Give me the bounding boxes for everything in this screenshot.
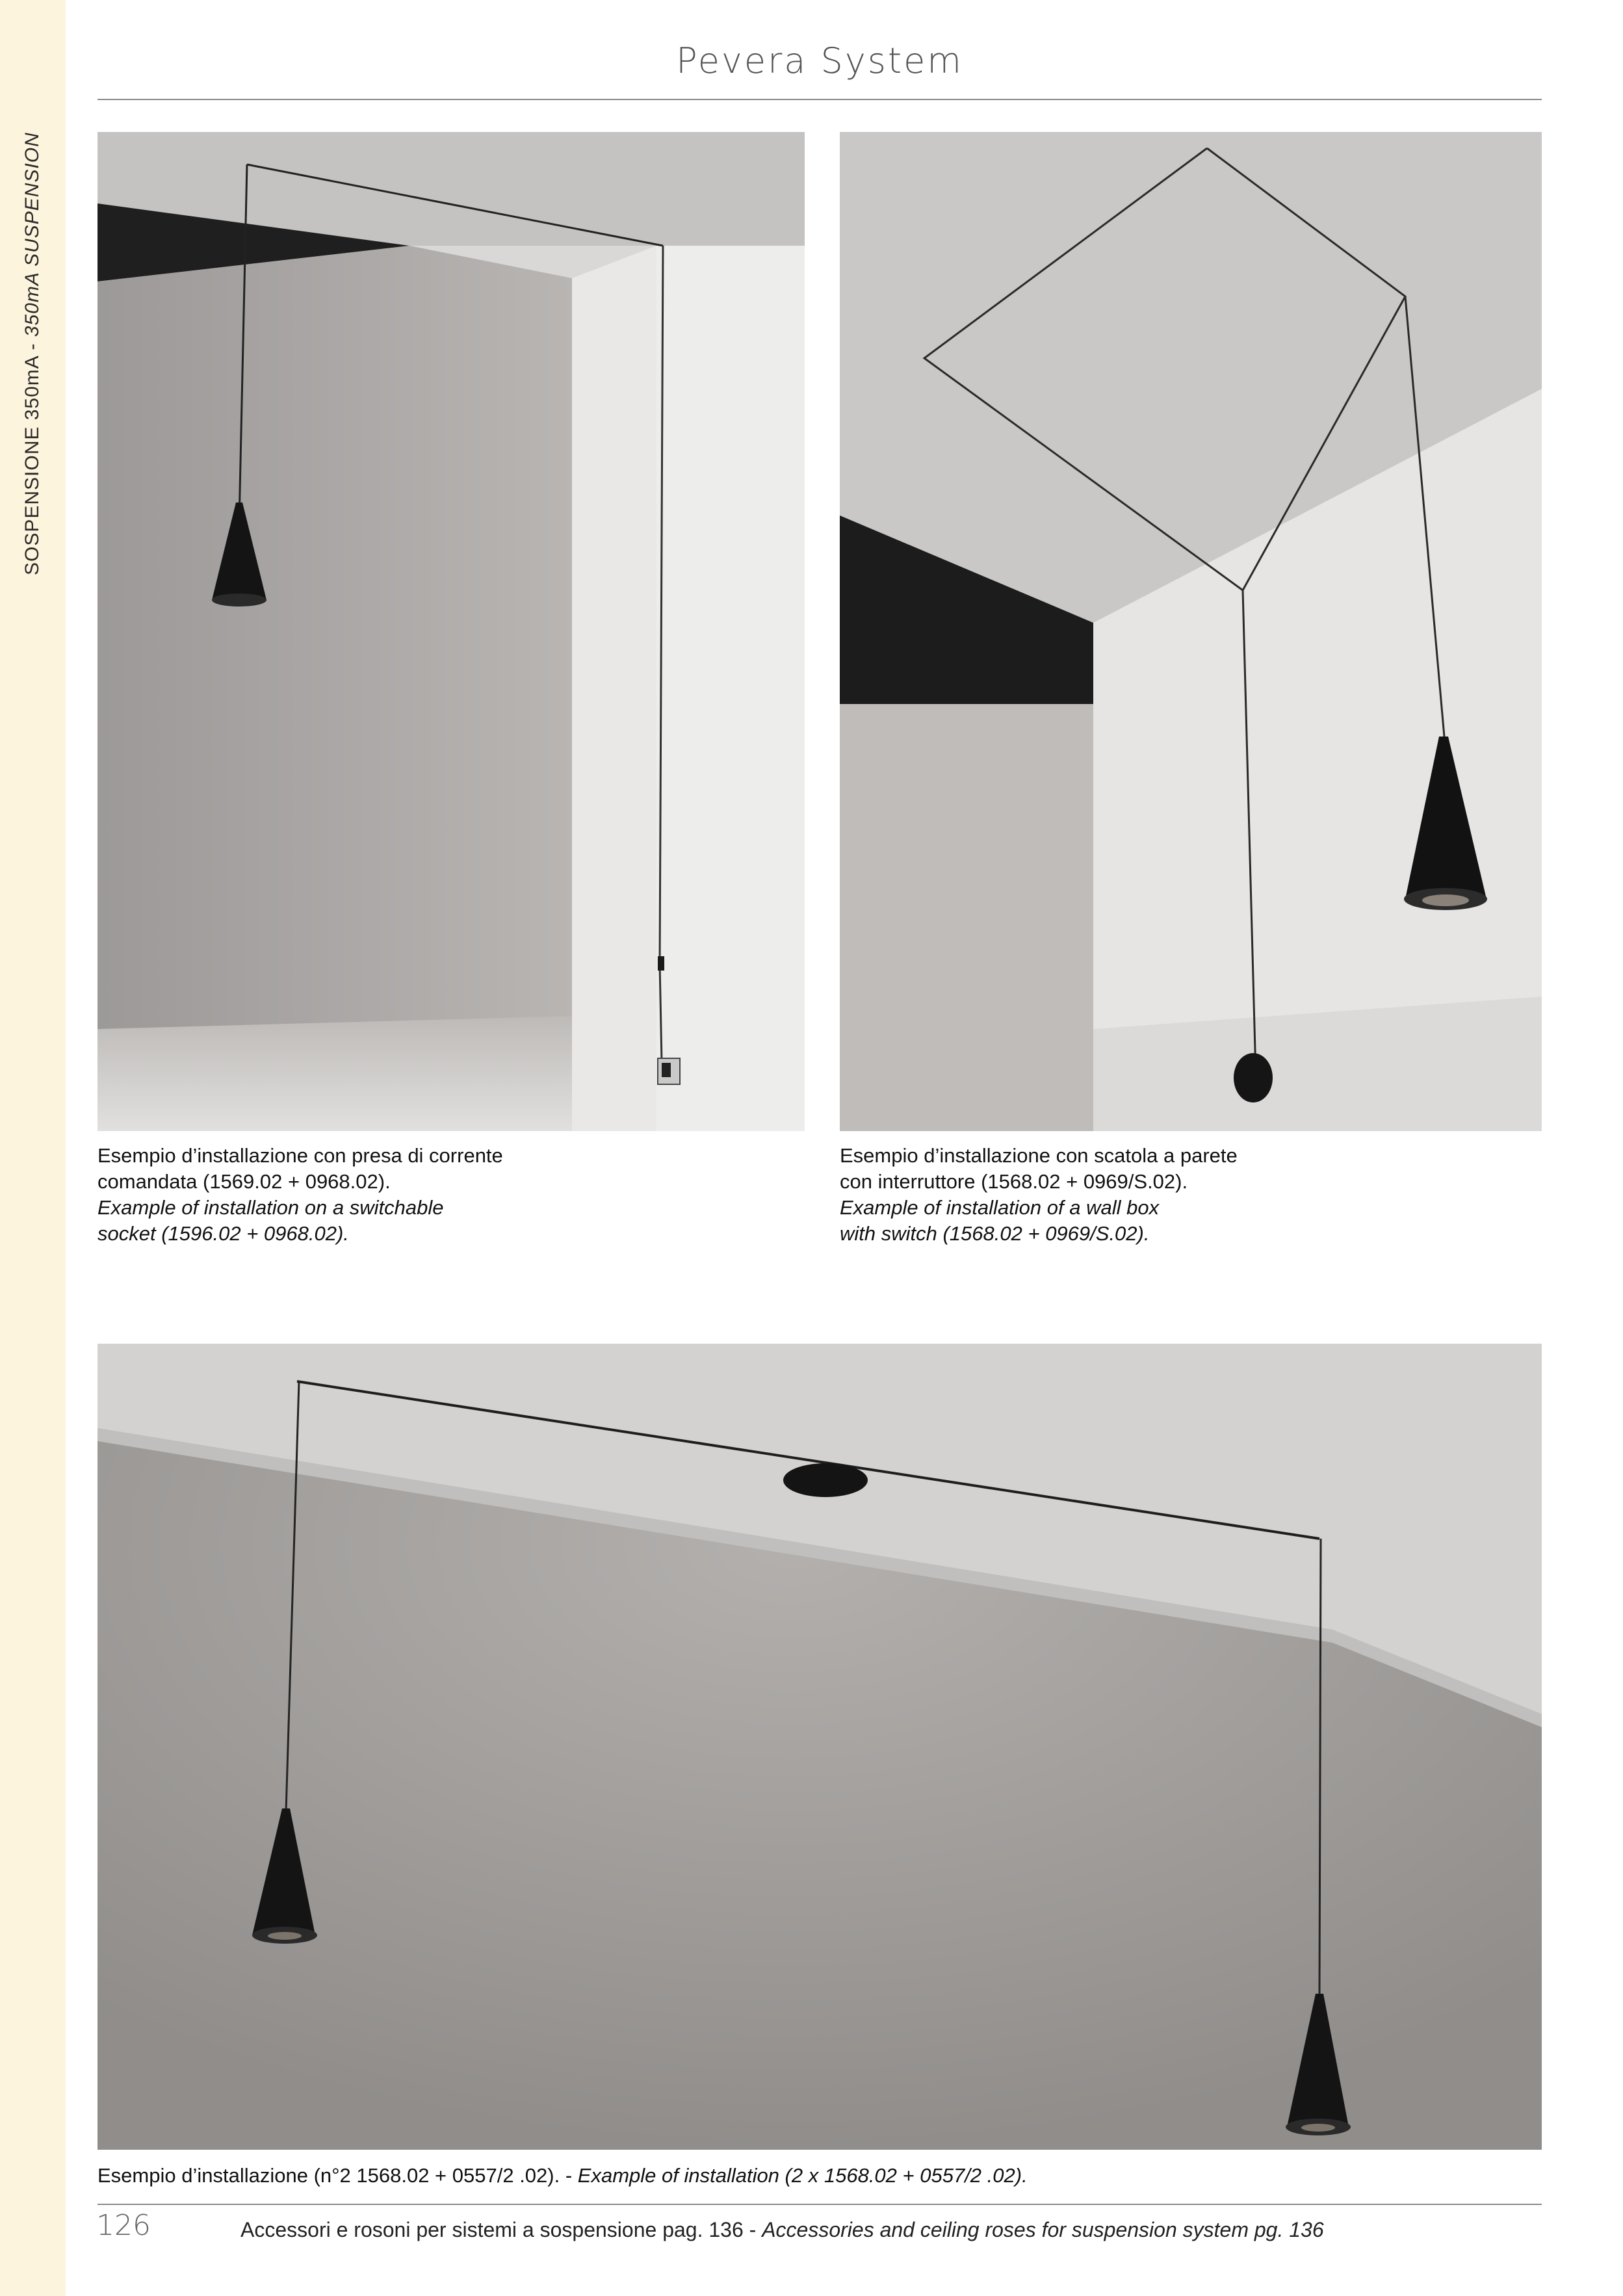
footer-cross-reference <box>240 2218 1324 2242</box>
sidebar-label-english: 350mA SUSPENSION <box>21 132 43 337</box>
sidebar-section-label <box>13 94 52 575</box>
caption-switchable-socket <box>97 1143 799 1247</box>
caption-italian-line-1: Esempio d’installazione con presa di corrente <box>97 1144 503 1167</box>
caption-english: Example of installation (2 x 1568.02 + 0557/2 .02). <box>577 2164 1028 2187</box>
caption-english-line-1: Example of installation of a wall box <box>840 1196 1160 1219</box>
page-number: 126 <box>96 2209 151 2242</box>
footer-rule <box>97 2204 1542 2205</box>
photo-switchable-socket-image <box>97 132 805 1131</box>
sidebar-label-italian: SOSPENSIONE 350mA - <box>21 337 43 575</box>
caption-english-line-2: with switch (1568.02 + 0969/S.02). <box>840 1222 1150 1245</box>
footer-note-english: Accessories and ceiling roses for suspension system pg. 136 <box>762 2218 1324 2241</box>
caption-double-pendant <box>97 2163 1028 2189</box>
caption-italian-line-1: Esempio d’installazione con scatola a parete <box>840 1144 1238 1167</box>
photo-double-pendant-image <box>97 1344 1542 2150</box>
sidebar-band <box>0 0 66 2296</box>
photo-switchable-socket <box>97 132 805 1131</box>
photo-double-pendant <box>97 1344 1542 2150</box>
header-rule <box>97 99 1542 100</box>
caption-italian-line-2: con interruttore (1568.02 + 0969/S.02). <box>840 1170 1188 1193</box>
caption-italian-line-2: comandata (1569.02 + 0968.02). <box>97 1170 391 1193</box>
page-title: Pevera System <box>676 40 963 81</box>
caption-english-line-2: socket (1596.02 + 0968.02). <box>97 1222 349 1245</box>
photo-wall-box-switch-image <box>840 132 1542 1131</box>
footer-note-italian: Accessori e rosoni per sistemi a sospensione pag. 136 - <box>240 2218 762 2241</box>
photo-wall-box-switch <box>840 132 1542 1131</box>
caption-wall-box-switch <box>840 1143 1542 1247</box>
caption-italian: Esempio d’installazione (n°2 1568.02 + 0557/2 .02). - <box>97 2164 578 2187</box>
caption-english-line-1: Example of installation on a switchable <box>97 1196 444 1219</box>
